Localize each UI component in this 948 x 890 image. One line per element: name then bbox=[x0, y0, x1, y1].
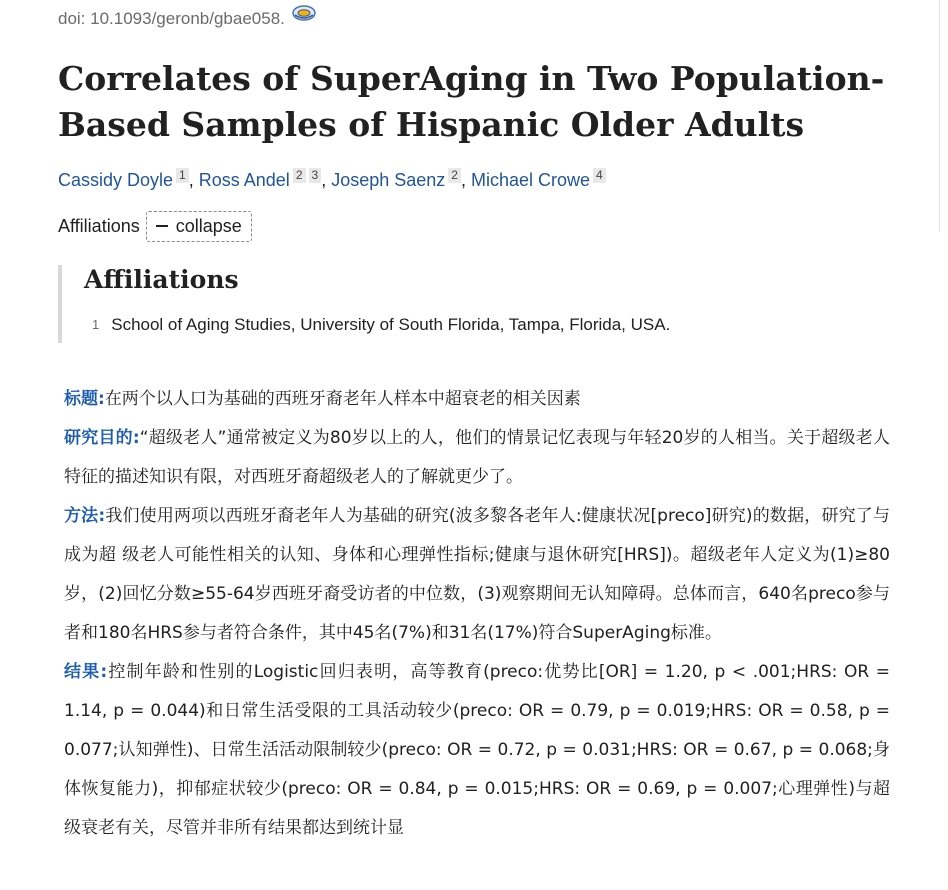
author-link[interactable]: Joseph Saenz bbox=[331, 170, 446, 190]
abstract-results-para bbox=[64, 653, 890, 848]
affiliation-ref[interactable]: 2 bbox=[448, 168, 461, 183]
abstract-methods-para bbox=[64, 497, 890, 653]
abstract-text: 控制年龄和性别的Logistic回归表明，高等教育(preco:优势比[OR] = 1.20, p < .001;HRS: OR = 1.14, p = 0.044)和日常生活受限的工具活动较少(preco: OR = 0.79, p = 0.019;HRS: OR = 0.58, p = 0.077;认知弹性)、日常生活活动限制较少(preco: OR = 0.72, p = 0.031;HRS: OR = 0.67, p = 0.068;身体恢复能力)，抑郁症状较少(preco: OR = 0.84, p = 0.015;HRS: OR = 0.69, p = 0.007;心理弹性)与超级衰老有关，尽管并非所有结果都达到统计显 bbox=[64, 662, 890, 838]
article-title: Correlates of SuperAging in Two Population-Based Samples of Hispanic Older Adults bbox=[58, 59, 885, 144]
abstract-objective-para bbox=[64, 419, 890, 497]
abstract-text: 在两个以人口为基础的西班牙裔老年人样本中超衰老的相关因素 bbox=[104, 389, 581, 409]
abstract-text: “超级老人”通常被定义为80岁以上的人，他们的情景记忆表现与年轻20岁的人相当。关于超级老人特征的描述知识有限，对西班牙裔超级老人的了解就更少了。 bbox=[64, 428, 890, 487]
affiliation-ref[interactable]: 4 bbox=[593, 168, 606, 183]
full-text-link-icon[interactable] bbox=[291, 3, 317, 23]
doi-text[interactable]: doi: 10.1093/geronb/gbae058. bbox=[58, 9, 285, 28]
abstract-title-para bbox=[64, 380, 890, 419]
affiliations-label: Affiliations bbox=[58, 216, 140, 236]
minus-icon bbox=[156, 216, 168, 237]
affiliations-toggle-row bbox=[58, 211, 252, 242]
abstract-label: 方法: bbox=[64, 506, 106, 526]
author-link[interactable]: Ross Andel bbox=[198, 170, 290, 190]
scrollbar-track[interactable] bbox=[939, 0, 948, 232]
affiliation-text: School of Aging Studies, University of South Florida, Tampa, Florida, USA. bbox=[111, 315, 671, 334]
affiliation-ref[interactable]: 2 bbox=[293, 168, 306, 183]
collapse-button[interactable] bbox=[146, 211, 252, 242]
abstract-text: 我们使用两项以西班牙裔老年人为基础的研究(波多黎各老年人:健康状况[preco]研究)的数据，研究了与成为超 级老人可能性相关的认知、身体和心理弹性指标;健康与退休研究[HRS])。超级老年人定义为(1)≥80岁，(2)回忆分数≥55-64岁西班牙裔受访者的中位数，(3)观察期间无认知障碍。总体而言，640名preco参与者和180名HRS参与者符合条件，其中45名(7%)和31名(17%)符合SuperAging标准。 bbox=[64, 506, 890, 643]
abstract-translation bbox=[64, 380, 890, 848]
collapse-label: collapse bbox=[175, 216, 242, 236]
abstract-label: 研究目的: bbox=[64, 428, 140, 448]
affiliation-number: 1 bbox=[92, 317, 100, 332]
doi-line bbox=[58, 9, 317, 29]
affiliations-panel bbox=[58, 265, 882, 343]
author-link[interactable]: Michael Crowe bbox=[471, 170, 591, 190]
affiliation-ref[interactable]: 3 bbox=[309, 168, 322, 183]
affiliation-item bbox=[92, 315, 670, 335]
abstract-label: 标题: bbox=[64, 389, 105, 409]
author-list: Cassidy Doyle 1 , Ross Andel 2 3 , Joseph Saenz 2 , Michael Crowe 4 bbox=[58, 170, 606, 191]
affiliations-heading: Affiliations bbox=[84, 265, 239, 294]
abstract-label: 结果: bbox=[64, 662, 108, 682]
affiliation-ref[interactable]: 1 bbox=[176, 168, 189, 183]
author-link[interactable]: Cassidy Doyle bbox=[58, 170, 174, 190]
